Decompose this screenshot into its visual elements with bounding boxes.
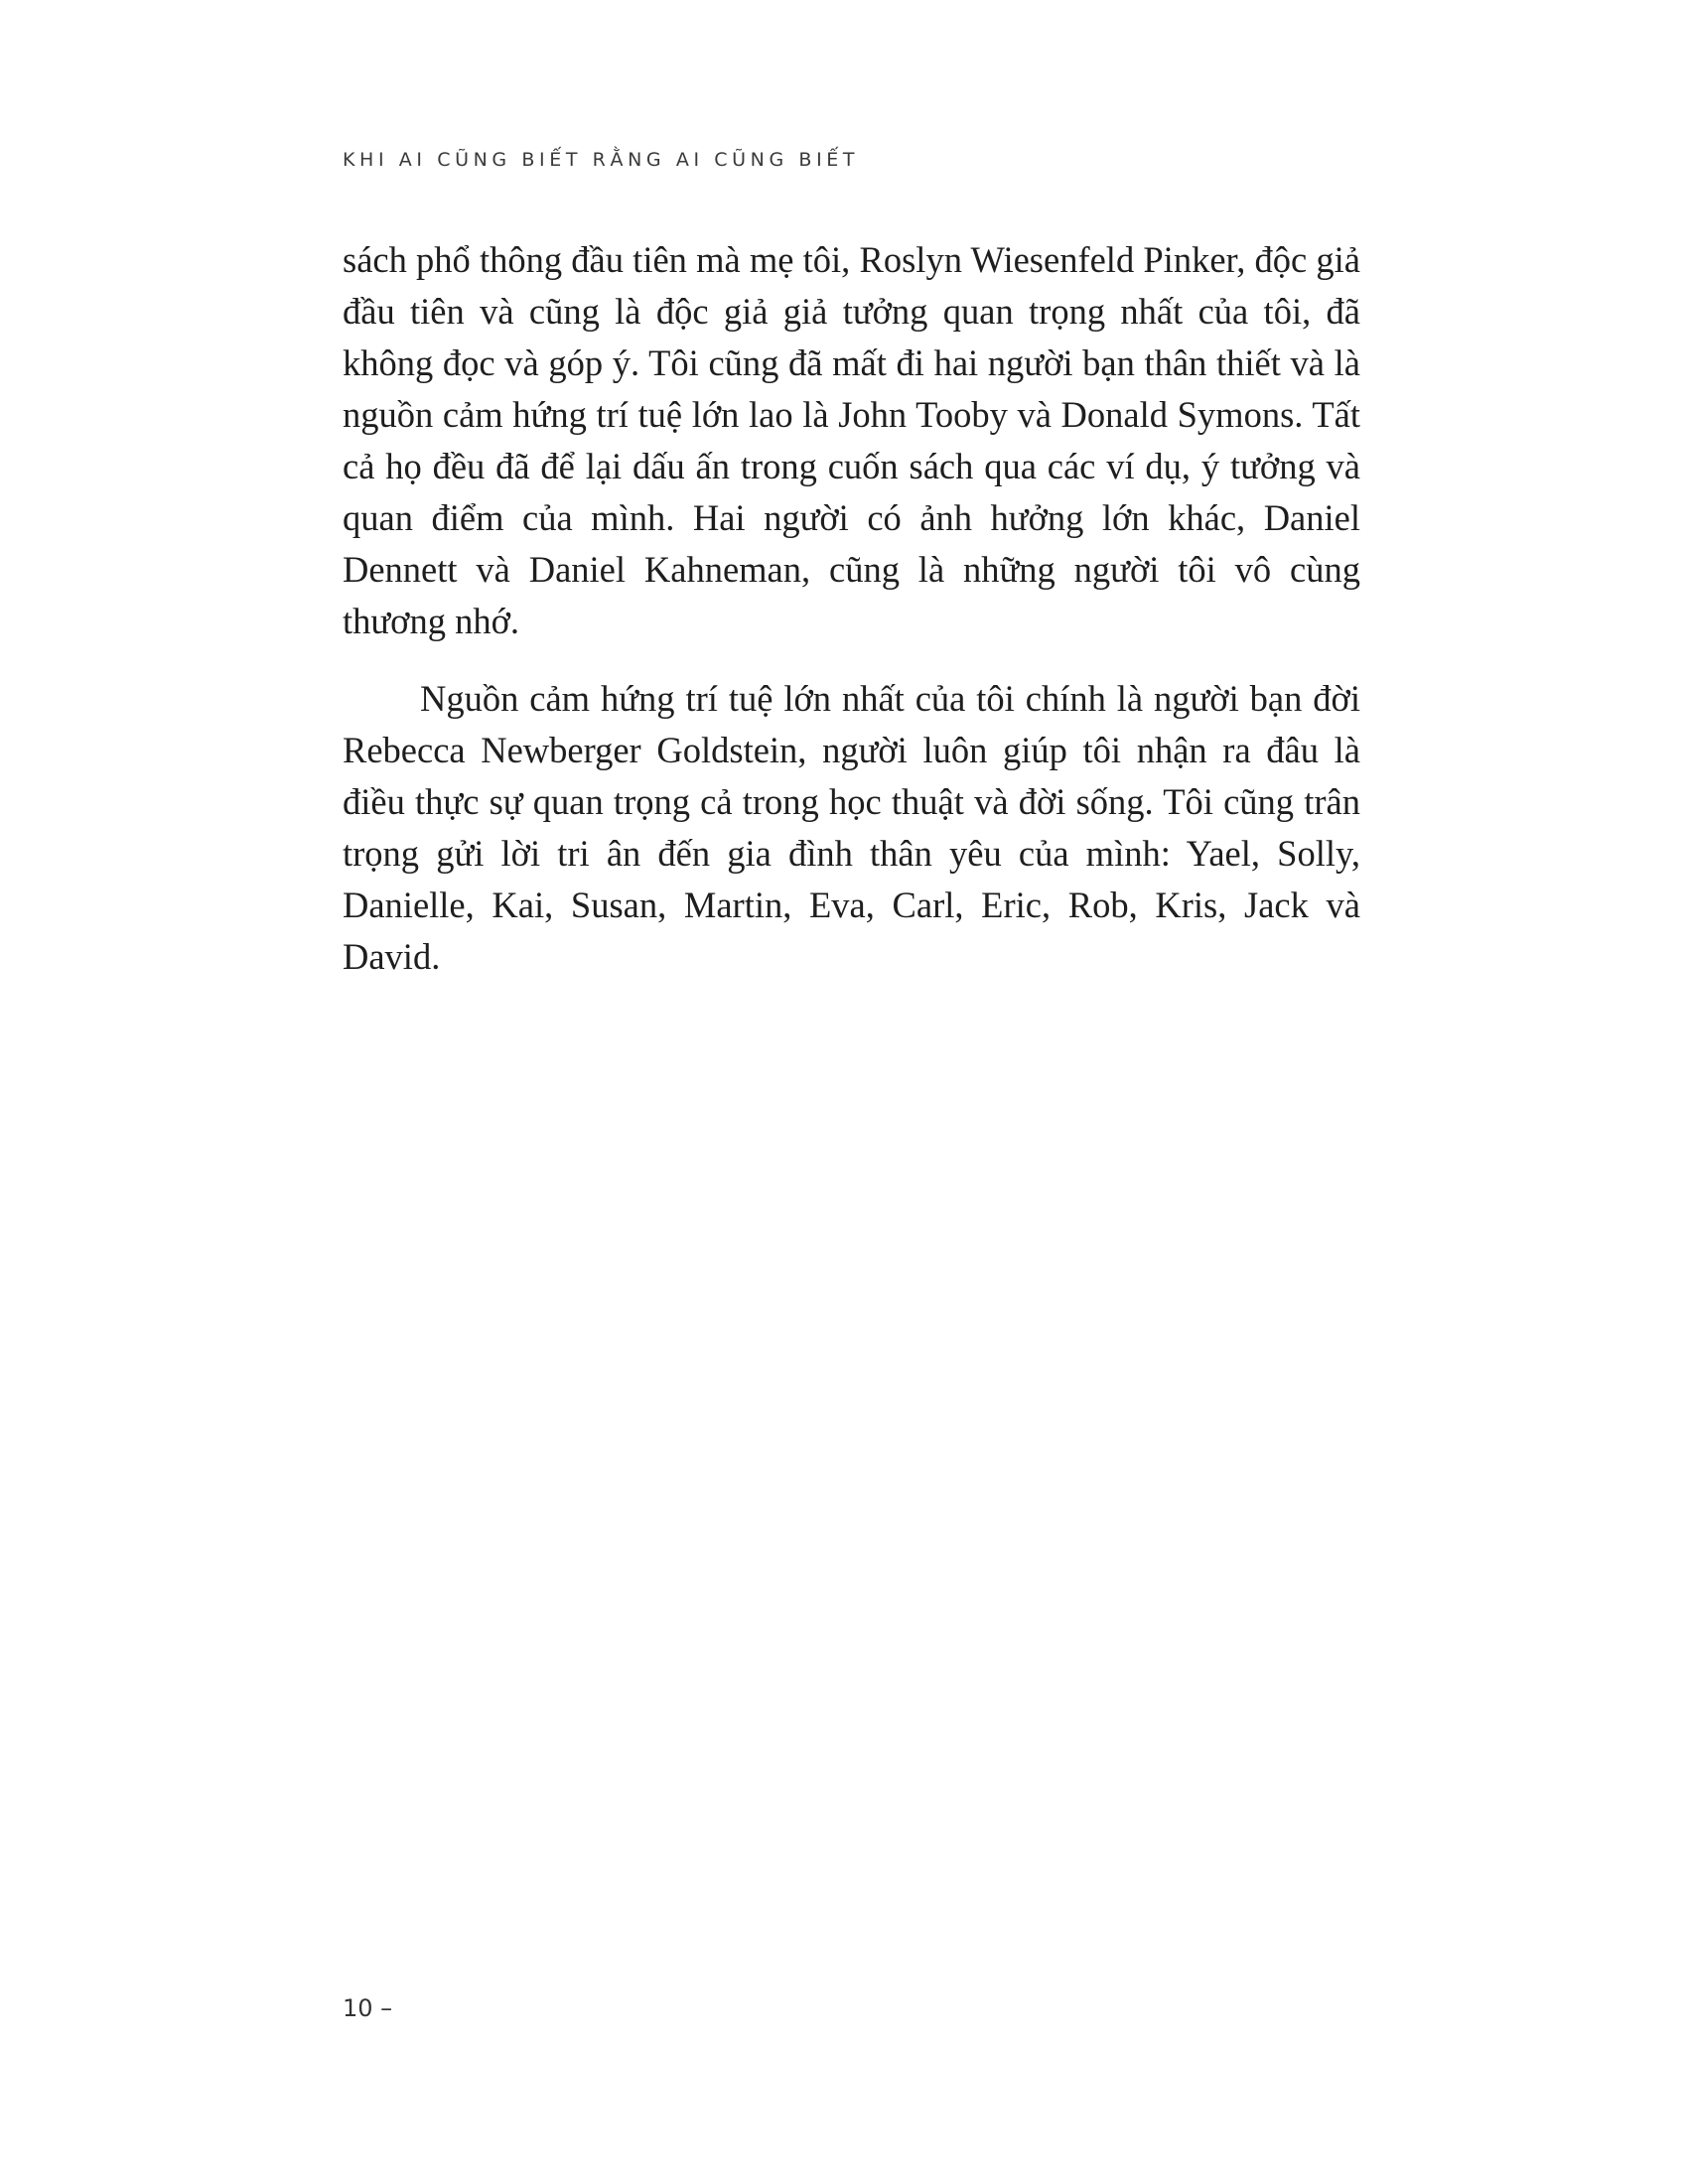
- paragraph-2: Nguồn cảm hứng trí tuệ lớn nhất của tôi chính là người bạn đời Rebecca Newberger Goldstein, người luôn giúp tôi nhận ra đâu là điều thực sự quan trọng cả trong học thuật và đời sống. Tôi cũng trân trọng gửi lời tri ân đến gia đình thân yêu của mình: Yael, Solly, Danielle, Kai, Susan, Martin, Eva, Carl, Eric, Rob, Kris, Jack và David.: [343, 678, 1360, 977]
- page-number: 10 –: [343, 1994, 393, 2022]
- body-text: [343, 234, 1360, 983]
- paragraph-1: sách phổ thông đầu tiên mà mẹ tôi, Roslyn Wiesenfeld Pinker, độc giả đầu tiên và cũng là độc giả giả tưởng quan trọng nhất của tôi, đã không đọc và góp ý. Tôi cũng đã mất đi hai người bạn thân thiết và là nguồn cảm hứng trí tuệ lớn lao là John Tooby và Donald Symons. Tất cả họ đều đã để lại dấu ấn trong cuốn sách qua các ví dụ, ý tưởng và quan điểm của mình. Hai người có ảnh hưởng lớn khác, Daniel Dennett và Daniel Kahneman, cũng là những người tôi vô cùng thương nhớ.: [343, 239, 1360, 641]
- running-header: KHI AI CŨNG BIẾT RẰNG AI CŨNG BIẾT: [343, 149, 860, 171]
